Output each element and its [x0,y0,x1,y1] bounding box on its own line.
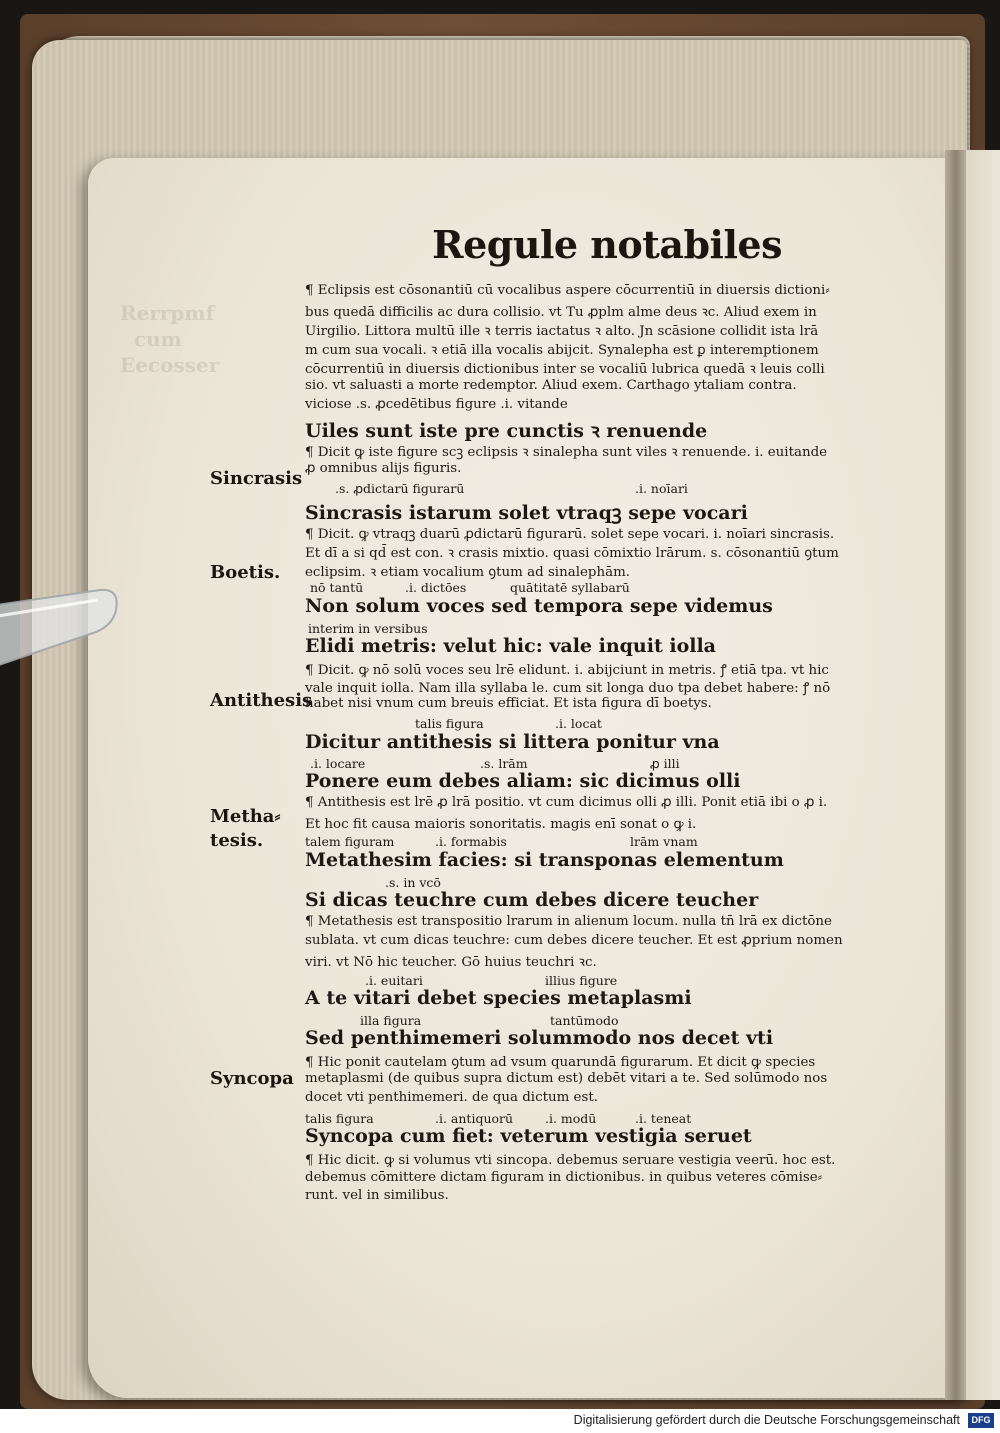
footer-bar [0,1409,1000,1433]
gloss-word: .i. teneat [635,1111,692,1126]
gloss-word: .s. in vcō [385,875,441,890]
gloss-word: .s. lrām [480,756,528,771]
gloss-word: quātitatē syllabarū [510,580,630,595]
commentary-line: vale inquit iolla. Nam illa syllaba le. cum sit longa duo tpa debet habere: ꝭ nō [305,681,831,696]
commentary-line: docet vti penthimemeri. de qua dictum est. [305,1090,598,1105]
verse-line: Elidi metris: velut hic: vale inquit iolla [305,635,716,657]
commentary-line: ¶ Dicit. ꝙ nō solū voces seu lrē elidunt. i. abijciunt in metris. ꝭ etiā tpa. vt hic [305,663,829,678]
commentary-line: ¶ Antithesis est lrē ꝓ lrā positio. vt cum dicimus olli ꝓ illi. Ponit etiā ibi o ꝓ i. [305,795,828,810]
verse-line: Ponere eum debes aliam: sic dicimus olli [305,770,741,792]
footer-credit: Digitalisierung gefördert durch die Deutsche Forschungsgemeinschaft [573,1413,960,1427]
dfg-logo: DFG [968,1413,994,1428]
verse-line: Sincrasis istarum solet vtraqꝫ sepe vocari [305,502,748,524]
gloss-word: talis figura [305,1111,374,1126]
commentary-line: ¶ Hic ponit cautelam ꝯtum ad vsum quarundā figurarum. Et dicit ꝙ species [305,1055,816,1070]
gloss-word: .i. modū [545,1111,597,1126]
gloss-word: ꝓ illi [650,756,680,771]
gloss-word: illius figure [545,973,618,988]
book-gutter [945,150,967,1400]
commentary-line: ¶ Dicit. ꝙ vtraqꝫ duarū ꝓdictarū figurarū. solet sepe vocari. i. noīari sincrasis. [305,527,835,542]
commentary-line: Et dī a si qd̄ est con. ꝛ crasis mixtio. quasi cōmixtio lrārum. s. cōsonantiū ꝯtum [305,546,839,561]
gloss-word: .i. dictōes [405,580,467,595]
margin-label: Boetis. [210,562,281,583]
commentary-line: sublata. vt cum dicas teuchre: cum debes dicere teucher. Et est ꝓprium nomen [305,933,843,948]
verse-line: Uiles sunt iste pre cunctis ꝛ renuende [305,420,708,442]
commentary-line: Uirgilio. Littora multū ille ꝛ terris iactatus ꝛ alto. Jn scāsione collidit ista lrā [305,324,819,339]
gloss-word: .i. locare [310,756,366,771]
gloss-word: interim in versibus [308,621,428,636]
gloss-word: nō tantū [310,580,364,595]
gloss-word: .s. ꝓdictarū figurarū [335,481,465,496]
gloss-word: lrām vnam [630,834,698,849]
commentary-line: ¶ Dicit ꝙ iste figure scꝫ eclipsis ꝛ sinalepha sunt viles ꝛ renuende. i. euitande [305,445,828,460]
gloss-word: .i. antiquorū [435,1111,514,1126]
margin-label: Antithesis [210,690,313,711]
commentary-line: debemus cōmittere dictam figuram in dictionibus. in quibus veteres cōmise⸗ [305,1170,823,1185]
commentary-line: m cum sua vocali. ꝛ etiā illa vocalis abijcit. Synalepha est ꝑ interemptionem [305,343,819,358]
commentary-line: runt. vel in similibus. [305,1188,449,1203]
commentary-line: viciose .s. ꝓcedētibus figure .i. vitande [305,397,568,412]
commentary-line: ¶ Eclipsis est cōsonantiū cū vocalibus aspere cōcurrentiū in diuersis dictioni⸗ [305,283,830,298]
gloss-word: .i. euitari [365,973,423,988]
verse-line: A te vitari debet species metaplasmi [305,987,692,1009]
verse-line: Metathesim facies: si transponas elementum [305,849,784,871]
commentary-line: sio. vt saluasti a morte redemptor. Aliud exem. Carthago ytaliam contra. [305,378,797,393]
verse-line: Si dicas teuchre cum debes dicere teucher [305,889,759,911]
commentary-line: metaplasmi (de quibus supra dictum est) debēt vitari a te. Sed solūmodo nos [305,1071,828,1086]
commentary-line: eclipsim. ꝛ etiam vocalium ꝯtum ad sinalephām. [305,565,631,580]
gloss-word: talem figuram [305,834,395,849]
verse-line: Non solum voces sed tempora sepe videmus [305,595,773,617]
commentary-line: ¶ Hic dicit. ꝙ si volumus vti sincopa. debemus seruare vestigia veerū. hoc est. [305,1153,836,1168]
commentary-line: viri. vt Nō hic teucher. Gō huius teuchri ꝛc. [305,955,597,970]
gloss-word: illa figura [360,1013,422,1028]
glass-page-holder [0,588,125,670]
commentary-line: habet nisi vnum cum breuis efficiat. Et ista figura dī boetys. [305,696,712,711]
margin-label: Syncopa [210,1068,294,1089]
margin-label: Sincrasis [210,468,303,489]
show-through-text: Rerrpmf cum Eecosser [120,301,220,377]
gloss-word: .i. noīari [635,481,688,496]
commentary-line: ¶ Metathesis est transpositio lrarum in alienum locum. nulla tn̄ lrā ex dictōne [305,914,832,929]
gloss-word: .i. formabis [435,834,507,849]
commentary-line: bus quedā difficilis ac dura collisio. vt Tu ꝓplm alme deus ꝛc. Aliud exem in [305,305,817,320]
verse-line: Syncopa cum fiet: veterum vestigia seruet [305,1125,752,1147]
facing-page-edge [966,150,1000,1400]
commentary-line: ꝓ omnibus alijs figuris. [305,461,462,476]
gloss-word: tantūmodo [550,1013,619,1028]
gloss-word: .i. locat [555,716,602,731]
commentary-line: cōcurrentiū in diuersis dictionibus inter se vocaliū lubrica quedā ꝛ leuis colli [305,362,825,377]
page-heading: Regule notabiles [432,222,782,267]
verse-line: Dicitur antithesis si littera ponitur vna [305,731,720,753]
margin-label: tesis. [210,830,264,851]
commentary-line: Et hoc fit causa maioris sonoritatis. magis enī sonat o ꝙ i. [305,817,697,832]
margin-label: Metha⸗ [210,806,281,827]
verse-line: Sed penthimemeri solummodo nos decet vti [305,1027,774,1049]
gloss-word: talis figura [415,716,484,731]
